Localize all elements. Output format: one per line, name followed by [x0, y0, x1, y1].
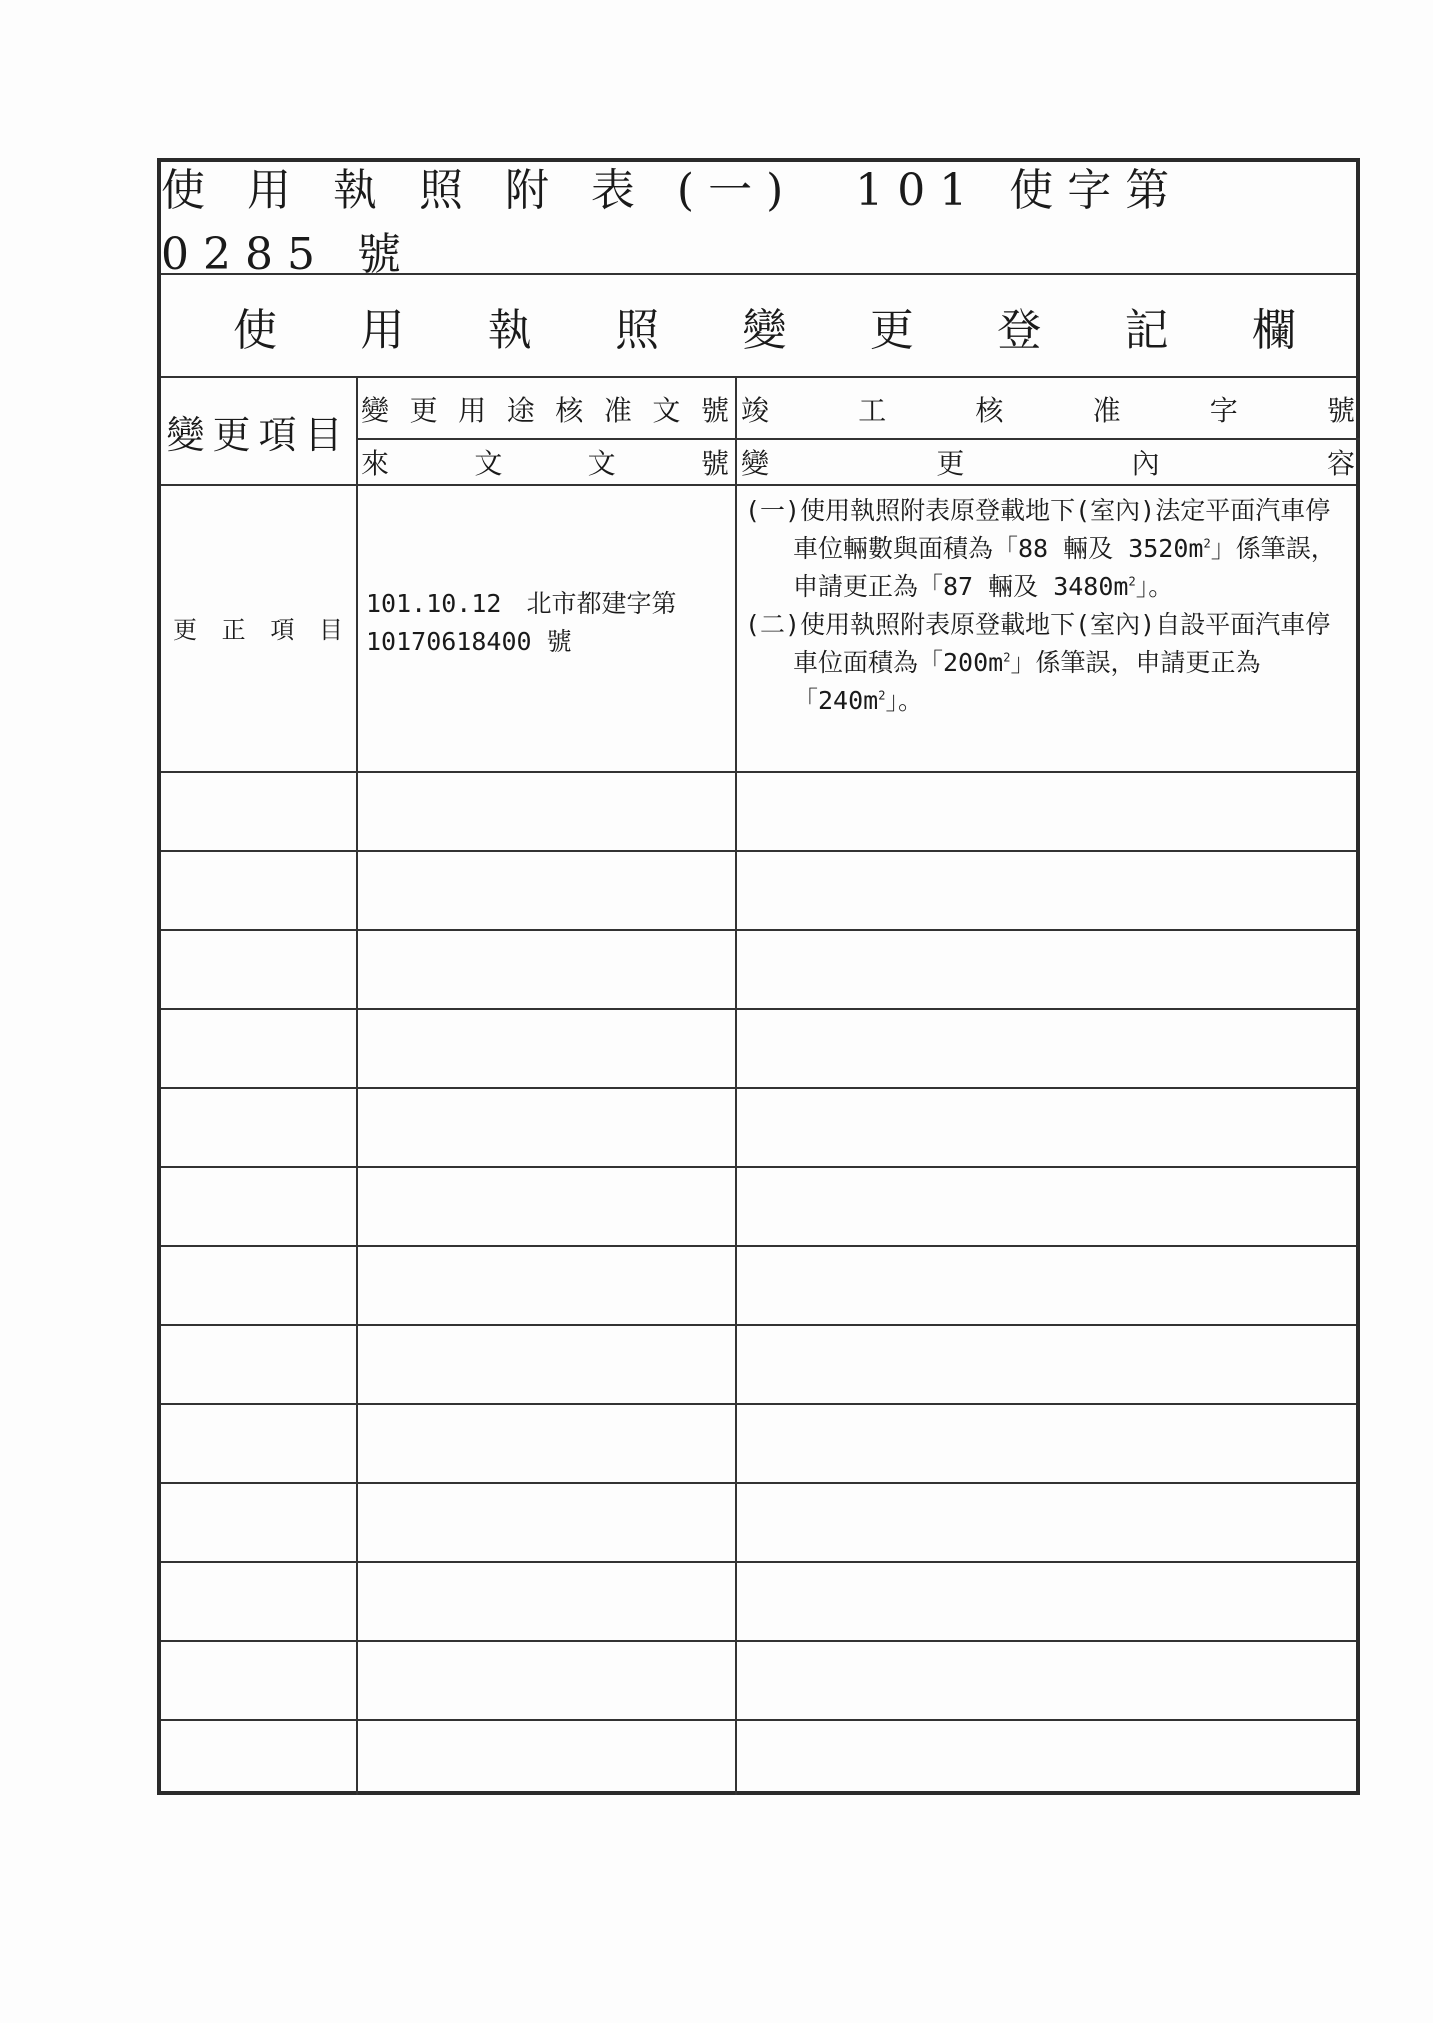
header-char: 更 [409, 394, 438, 427]
header-char: 變 [741, 447, 770, 480]
header-char: 號 [700, 447, 729, 480]
subtitle-char: 欄 [1252, 304, 1296, 356]
header-char: 竣 [741, 394, 770, 427]
subtitle-char: 登 [997, 304, 1042, 356]
subtitle-char: 記 [1124, 304, 1169, 356]
row-divider [161, 1482, 1356, 1484]
record-content [745, 492, 1353, 767]
header-char: 號 [1326, 394, 1355, 427]
row-divider [161, 1245, 1356, 1247]
row-divider [161, 771, 1356, 773]
header-change-item: 變更項目 [166, 412, 351, 457]
header-char: 更 [936, 447, 965, 480]
row-divider [161, 1403, 1356, 1405]
record-item [173, 484, 343, 771]
item-char: 更 [173, 616, 197, 644]
doc-no-line: 10170618400 號 [366, 626, 572, 656]
content-item-2 [745, 606, 1353, 720]
content-item-1 [745, 492, 1353, 606]
header-char: 文 [474, 447, 503, 480]
header-char: 字 [1209, 394, 1238, 427]
header-char: 容 [1326, 447, 1355, 480]
row-divider [161, 1719, 1356, 1721]
header-incoming-doc-no [361, 440, 729, 484]
header-char: 來 [361, 447, 390, 480]
subtitle-char: 使 [233, 304, 277, 356]
doc-no-line: 101.10.12 北市都建字第 [366, 588, 677, 618]
header-char: 變 [361, 394, 390, 427]
header-char: 准 [603, 394, 632, 427]
form-title: 使 用 執 照 附 表 (一) 101 使字第 0285 號 [161, 162, 1356, 275]
row-divider [161, 1324, 1356, 1326]
header-approval-doc-no [361, 384, 729, 434]
subtitle-char: 用 [360, 304, 405, 356]
header-char: 號 [700, 394, 729, 427]
item-char: 正 [221, 616, 246, 644]
header-completion-no [741, 384, 1355, 434]
superscript: 2 [1128, 574, 1136, 589]
header-char: 文 [587, 447, 616, 480]
superscript: 2 [878, 688, 886, 703]
row-divider [161, 1087, 1356, 1089]
subtitle-char: 更 [869, 304, 914, 356]
header-char: 准 [1092, 394, 1121, 427]
header-char: 工 [858, 394, 887, 427]
header-change-content [741, 440, 1355, 484]
registration-form [157, 158, 1360, 1795]
superscript: 2 [1203, 536, 1211, 551]
content-text: 」係筆誤，申請更正為「240m [793, 648, 1261, 715]
form-subtitle [161, 275, 1356, 378]
content-text: (二)使用執照附表原登載地下(室內)自設平面汽車停車位面積為「200m [745, 610, 1331, 677]
row-divider [161, 1008, 1356, 1010]
content-text: (一)使用執照附表原登載地下(室內)法定平面汽車停車位輛數與面積為「88 輛及 3520m [745, 496, 1331, 563]
row-divider [161, 929, 1356, 931]
header-char: 核 [975, 394, 1004, 427]
header-char: 途 [506, 394, 535, 427]
subtitle-char: 照 [615, 304, 660, 356]
header-char: 文 [652, 394, 681, 427]
row-divider [161, 1640, 1356, 1642]
item-char: 項 [270, 616, 295, 644]
content-text: 」。 [1135, 572, 1174, 601]
content-text: 」係筆誤，申請更正為「87 輛及 3480m [793, 534, 1336, 601]
header-char: 核 [555, 394, 584, 427]
item-char: 目 [318, 616, 343, 644]
header-char: 內 [1131, 447, 1160, 480]
subtitle-char: 變 [742, 304, 787, 356]
record-doc-no [366, 484, 731, 771]
row-divider [161, 1166, 1356, 1168]
subtitle-char: 執 [487, 304, 532, 356]
header-char: 用 [458, 394, 487, 427]
row-divider [161, 1561, 1356, 1563]
row-divider [161, 850, 1356, 852]
superscript: 2 [1003, 650, 1011, 665]
content-text: 」。 [885, 686, 923, 715]
